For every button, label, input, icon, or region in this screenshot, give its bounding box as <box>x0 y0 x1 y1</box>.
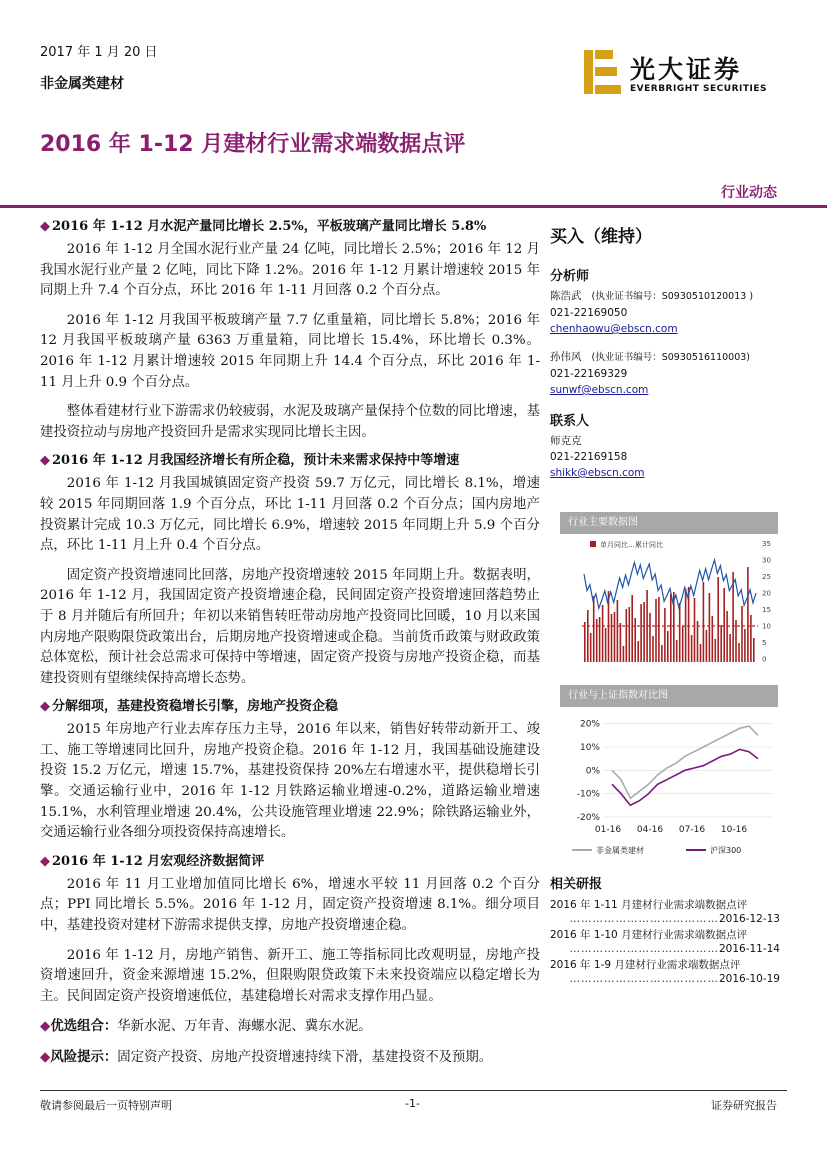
chart-bar <box>623 646 625 662</box>
logo-english-name: EVERBRIGHT SECURITIES <box>630 84 767 94</box>
section-title: ◆ 2016 年 1-12 月宏观经济数据简评 <box>40 853 265 869</box>
sector-label: 非金属类建材 <box>40 76 124 92</box>
legend-swatch <box>590 541 596 547</box>
chart-tick-label: 30 <box>762 556 771 565</box>
chart-series-line <box>612 726 758 798</box>
chart-bar <box>700 644 702 662</box>
chart-bar <box>709 593 711 662</box>
chart-bar <box>723 588 725 662</box>
chart-bar <box>640 604 642 662</box>
diamond-bullet-icon: ◆ <box>40 1019 51 1035</box>
chart-bar <box>706 630 708 662</box>
chart-bar <box>620 623 622 662</box>
paragraph: 2016 年 1-12 月我国平板玻璃产量 7.7 亿重量箱，同比增长 5.8%；2016 年 12 月我国平板玻璃产量 6363 万重量箱，同比增长 15.4%，环比增长 0.3%。2016 年 1-12 月累计增速较 2015 年同期上升 14.4 个百分点，环比 2016 年 1-11 月上升 0.9 个百分点。 <box>40 312 540 390</box>
related-research <box>550 873 780 988</box>
chart-tick-label: 5 <box>762 639 767 647</box>
paragraph: 2016 年 11 月工业增加值同比增长 6%，增速水平较 11 月回落 0.2 个百分点；PPI 同比增长 5.5%。2016 年 1-12 月，固定资产投资增速 8.1%。细分项目中，基建投资对建材下游需求提供支撑，房地产投资增速企稳。 <box>40 876 540 934</box>
chart-bar <box>726 611 728 662</box>
chart-bar <box>626 609 628 662</box>
chart-tick-label: 25 <box>762 573 771 581</box>
chart-series-line <box>612 749 758 805</box>
chart-bar <box>643 602 645 662</box>
chart-tick-label: 20 <box>762 589 771 598</box>
chart-tick-label: 04-16 <box>636 825 664 835</box>
related-item-date: …………………………………2016-10-19 <box>569 973 780 985</box>
everbright-logo <box>582 48 782 98</box>
chart-bar <box>637 641 639 662</box>
chart-bar <box>652 636 654 662</box>
chart-bar <box>587 610 589 662</box>
chart-bar <box>715 639 717 662</box>
chart-bar <box>750 615 752 662</box>
contact-heading: 联系人 <box>550 414 590 429</box>
chart-bar <box>614 612 616 662</box>
chart-tick-label: 0 <box>762 655 767 664</box>
legend-label: 沪深300 <box>710 846 742 855</box>
contact-email-link[interactable]: shikk@ebscn.com <box>550 467 645 479</box>
chart-bar <box>590 633 592 662</box>
related-item-title[interactable]: 2016 年 1-9 月建材行业需求端数据点评 <box>550 959 741 971</box>
chart-bar <box>602 605 604 662</box>
related-heading: 相关研报 <box>550 877 603 892</box>
chart-tick-label: 15 <box>762 606 771 614</box>
chart-legend: 单月同比…累计同比 <box>600 541 663 549</box>
chart-bar <box>670 594 672 662</box>
chart-bar <box>667 631 669 662</box>
page-number: -1- <box>405 1097 420 1110</box>
chart-bar <box>676 640 678 662</box>
contact-name: 师克克 <box>550 435 582 447</box>
chart-tick-label: 10-16 <box>720 825 748 835</box>
chart-title: 行业主要数据图 <box>560 512 778 534</box>
chart-bar <box>593 596 595 662</box>
footer-disclaimer: 敬请参阅最后一页特别声明 <box>40 1099 172 1112</box>
footer-divider <box>40 1090 787 1091</box>
chart-bar <box>634 618 636 662</box>
chart-bar <box>617 600 619 662</box>
chart-bar <box>649 613 651 662</box>
chart-tick-label: 20% <box>579 719 600 730</box>
chart-bar <box>685 589 687 662</box>
chart-tick-label: -20% <box>576 813 600 823</box>
page-title: 2016 年 1-12 月建材行业需求端数据点评 <box>40 132 466 157</box>
analyst-phone: 021-22169050 <box>550 307 628 319</box>
paragraph: 2016 年 1-12 月，房地产销售、新开工、施工等指标同比改观明显，房地产投资增速回升，资金来源增速 15.2%，但限购限贷政策下未来投资端应以稳定增长为主。民间固定资产投资增速低位，基建稳增长对需求支撑作用凸显。 <box>40 947 540 1004</box>
footer-report-label: 证券研究报告 <box>711 1099 777 1112</box>
chart-tick-label: -10% <box>576 789 600 800</box>
chart-bar <box>738 643 740 662</box>
chart-bar <box>658 597 660 662</box>
diamond-bullet-icon: ◆ <box>40 699 50 715</box>
main-body <box>40 218 540 1078</box>
chart-bar <box>717 577 719 662</box>
sidebar <box>550 222 780 481</box>
paragraph: 2015 年房地产行业去库存压力主导，2016 年以来，销售好转带动新开工、竣工、施工等增速同比回升，房地产投资企稳。2016 年 1-12 月，我国基础设施建设投资 15.2 万亿元，增速 15.7%，基建投资保持 20%左右增速水平，提供稳增长引擎。交通运输行业中，2016 年 1-12 月铁路运输业增速-0.2%，道路运输业增速 15.1%，水利管理业增速 20.4%，公共设施管理业增速 22.9%；除铁路运输业外，交通运输行业各细分项投资保持高速增长。 <box>40 722 540 841</box>
related-item-title[interactable]: 2016 年 1-11 月建材行业需求端数据点评 <box>550 899 748 911</box>
analyst-email-link[interactable]: sunwf@ebscn.com <box>550 384 649 396</box>
chart-bar <box>720 625 722 662</box>
chart-bar <box>599 617 601 662</box>
paragraph: 2016 年 1-12 月我国城镇固定资产投资 59.7 万亿元，同比增长 8.1%，增速较 2015 年同期回落 1.9 个百分点，环比 1-11 月回落 0.2 个百分点；国内房地产投资累计完成 10.3 万亿元，同比增长 6.9%，增速较 2015 年同期上升 5.9 个百分点，环比 1-11 月上升 0.4 个百分点。 <box>40 476 540 554</box>
chart-bar <box>712 616 714 662</box>
section-title: ◆ 分解细项，基建投资稳增长引擎，房地产投资企稳 <box>40 699 339 715</box>
analyst-email-link[interactable]: chenhaowu@ebscn.com <box>550 323 678 335</box>
chart-bar <box>697 621 699 662</box>
related-item-date: …………………………………2016-12-13 <box>569 913 780 925</box>
diamond-bullet-icon: ◆ <box>40 853 50 869</box>
chart-bar <box>682 626 684 662</box>
chart-tick-label: 10 <box>762 622 771 631</box>
related-item-title[interactable]: 2016 年 1-10 月建材行业需求端数据点评 <box>550 929 748 941</box>
chart-bar <box>584 622 586 662</box>
chart-bar <box>679 603 681 662</box>
analyst-name-line: 陈浩武 (执业证书编号：S0930510120013 ) <box>550 290 754 302</box>
index-comparison-chart <box>560 709 778 859</box>
analyst-heading: 分析师 <box>550 269 590 284</box>
chart-bar <box>735 620 737 662</box>
chart-bar <box>741 606 743 662</box>
chart-bar <box>747 567 749 662</box>
chart-tick-label: 35 <box>762 540 771 548</box>
paragraph: 2016 年 1-12 月全国水泥行业产量 24 亿吨，同比增长 2.5%；2016 年 12 月我国水泥行业产量 2 亿吨，同比下降 1.2%。2016 年 1-12 月累计增速较 2015 年同期上升 7.4 个百分点，环比 2016 年 1-11 月回落 0.2 个百分点。 <box>40 242 540 299</box>
chart-bar <box>661 645 663 662</box>
related-item-date: …………………………………2016-11-14 <box>569 943 780 955</box>
diamond-bullet-icon: ◆ <box>40 453 50 469</box>
report-date: 2017 年 1 月 20 日 <box>40 45 158 60</box>
chart-tick-label: 10% <box>579 743 600 753</box>
diamond-bullet-icon: ◆ <box>40 1050 51 1066</box>
analyst-phone: 021-22169329 <box>550 368 628 380</box>
paragraph: 整体看建材行业下游需求仍较疲弱，水泥及玻璃产量保持个位数的同比增速，基建投资拉动与房地产投资回升是需求实现同比增长主因。 <box>40 404 540 440</box>
paragraph: 固定资产投资增速同比回落，房地产投资增速较 2015 年同期上升。数据表明，2016 年 1-12 月，我国固定资产投资增速企稳，民间固定资产投资增速回落趋势止于 8 月并随后有所回升；年初以来销售转旺带动房地产投资同比回暖，10 月以来国内房地产限购限贷政策出台，后期房地产投资增速或企稳。当前货币政策与财政政策总体宽松，预计社会总需求可保持中等增速，固定资产投资与房地产投资企稳，而基建投资则有望继续保持高增长态势。 <box>40 567 540 686</box>
legend-label: 非金属类建材 <box>596 846 644 855</box>
chart-bar <box>605 628 607 662</box>
chart-title: 行业与上证指数对比图 <box>560 685 778 707</box>
chart-tick-label: 01-16 <box>594 825 622 835</box>
portfolio-line: ◆优选组合：华新水泥、万年青、海螺水泥、冀东水泥。 <box>40 1018 372 1035</box>
chart-bar <box>631 595 633 662</box>
section-title: ◆ 2016 年 1-12 月我国经济增长有所企稳，预计未来需求保持中等增速 <box>40 453 460 469</box>
chart-bar <box>655 599 657 662</box>
contact-phone: 021-22169158 <box>550 451 628 463</box>
chart-bar <box>611 614 613 662</box>
risk-line: ◆风险提示：固定资产投资、房地产投资增速持续下滑，基建投资不及预期。 <box>40 1049 493 1066</box>
chart-bar <box>744 629 746 662</box>
chart-bar <box>694 598 696 662</box>
chart-bar <box>703 582 705 662</box>
industry-data-chart <box>560 534 778 674</box>
report-type: 行业动态 <box>721 185 777 201</box>
chart-bar <box>691 635 693 662</box>
chart-tick-label: 0% <box>585 766 600 777</box>
logo-chinese-name: 光大证券 <box>630 55 743 84</box>
chart-tick-label: 07-16 <box>678 825 706 835</box>
chart-bar <box>729 634 731 662</box>
analyst-name-line: 孙伟风 (执业证书编号：S0930516110003) <box>550 351 751 363</box>
diamond-bullet-icon: ◆ <box>40 219 50 234</box>
chart-bar <box>664 608 666 662</box>
rating: 买入（维持） <box>550 227 652 247</box>
chart-bar <box>629 607 631 662</box>
chart-bar <box>753 638 755 662</box>
section-title: ◆ 2016 年 1-12 月水泥产量同比增长 2.5%，平板玻璃产量同比增长 5.8% <box>40 219 487 234</box>
logo-mark-icon <box>582 48 624 98</box>
header-divider <box>0 205 827 208</box>
